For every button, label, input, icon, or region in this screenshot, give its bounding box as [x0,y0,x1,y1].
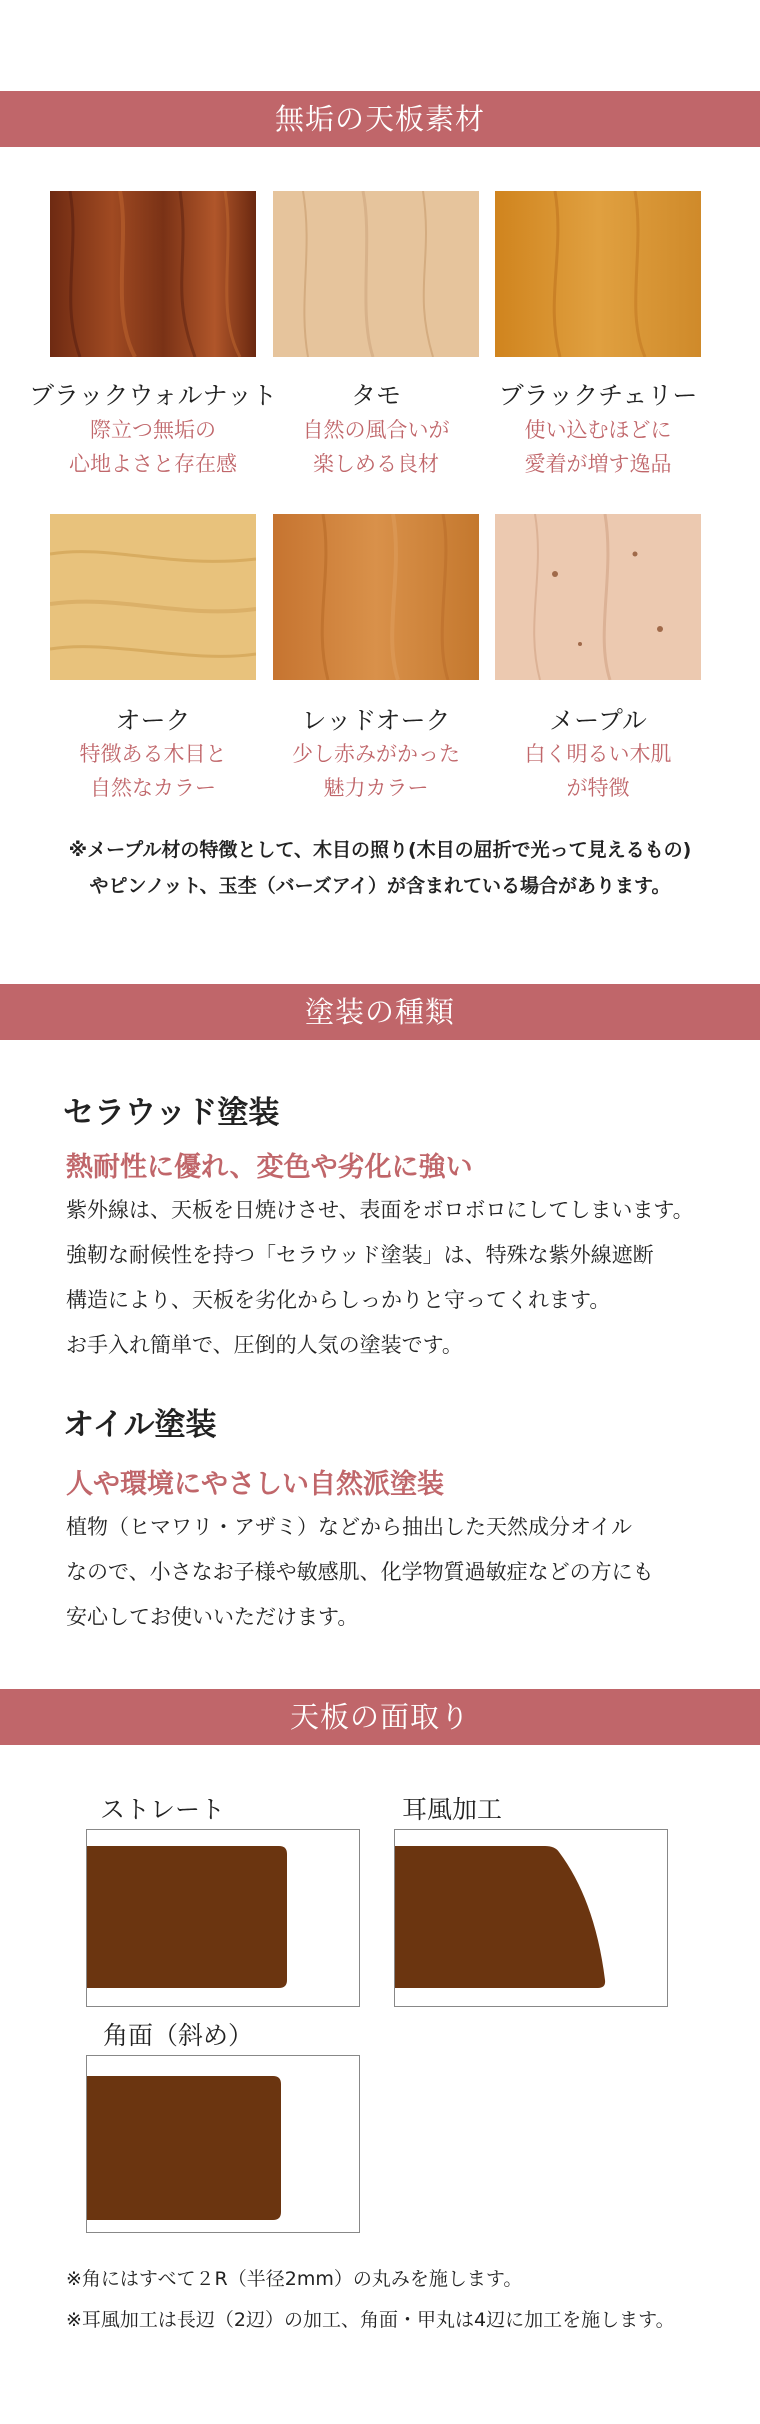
coating-title-oil: オイル塗装 [63,1407,217,1443]
wood-name-walnut: ブラックウォルナット [28,381,277,410]
coating-subtitle-cerawood: 熱耐性に優れ、変色や劣化に強い [66,1152,473,1183]
wood-desc-cherry: 使い込むほどに 愛着が増す逸品 [524,418,672,476]
oak-sample-image [50,514,256,680]
walnut-sample-image [50,191,256,357]
straight-edge-icon [87,1830,359,2006]
wood-desc-maple: 白く明るい木肌 が特徴 [524,742,672,800]
maple-note: ※メープル材の特徴として、木目の照り(木目の屈折で光って見えるもの) やピンノット、玉杢（バーズアイ）が含まれている場合があります。 [68,839,692,897]
wood-desc-tamo: 自然の風合いが 楽しめる良材 [302,418,450,476]
wood-desc-oak: 特徴ある木目と 自然なカラー [79,742,227,800]
coating-title-cerawood: セラウッド塗装 [63,1095,280,1131]
red-oak-sample-image [273,514,479,680]
chamfer-diagram-straight [86,1829,360,2007]
chamfer-diagram-bevel [86,2055,360,2233]
chamfer-label-ear: 耳風加工 [402,1795,503,1824]
section-header-paint: 塗装の種類 [0,984,760,1040]
coating-text-oil: 植物（ヒマワリ・アザミ）などから抽出した天然成分オイル なので、小さなお子様や敏感肌、化学物質過敏症などの方にも 安心してお使いいただけます。 [66,1515,654,1629]
chamfer-footnotes: ※角にはすべて２R（半径2mm）の丸みを施します。 ※耳風加工は長辺（2辺）の加工、角面・甲丸は4辺に加工を施します。 [66,2268,675,2331]
chamfer-label-bevel: 角面（斜め） [103,2021,254,2050]
wood-name-maple: メープル [549,706,647,735]
chamfer-diagram-ear [394,1829,668,2007]
beveled-edge-icon [87,2056,359,2232]
wood-desc-walnut: 際立つ無垢の 心地よさと存在感 [69,418,237,476]
cherry-sample-image [495,191,701,357]
maple-sample-image [495,514,701,680]
coating-text-cerawood: 紫外線は、天板を日焼けさせ、表面をボロボロにしてしまいます。 強靭な耐候性を持つ「セラウッド塗装」は、特殊な紫外線遮断 構造により、天板を劣化からしっかりと守ってくれます。 お手入れ簡単で、圧倒的人気の塗装です。 [66,1198,694,1357]
chamfer-label-straight: ストレート [100,1795,226,1824]
coating-subtitle-oil: 人や環境にやさしい自然派塗装 [66,1469,444,1500]
wood-name-oak: オーク [115,706,191,735]
section-header-chamfer: 天板の面取り [0,1689,760,1745]
tamo-sample-image [273,191,479,357]
section-header-materials: 無垢の天板素材 [0,91,760,147]
wood-desc-red-oak: 少し赤みがかった 魅力カラー [292,742,460,800]
wood-name-red-oak: レッドオーク [301,706,451,735]
rounded-ear-edge-icon [395,1830,667,2006]
wood-name-cherry: ブラックチェリー [498,381,698,410]
wood-name-tamo: タモ [350,381,401,410]
